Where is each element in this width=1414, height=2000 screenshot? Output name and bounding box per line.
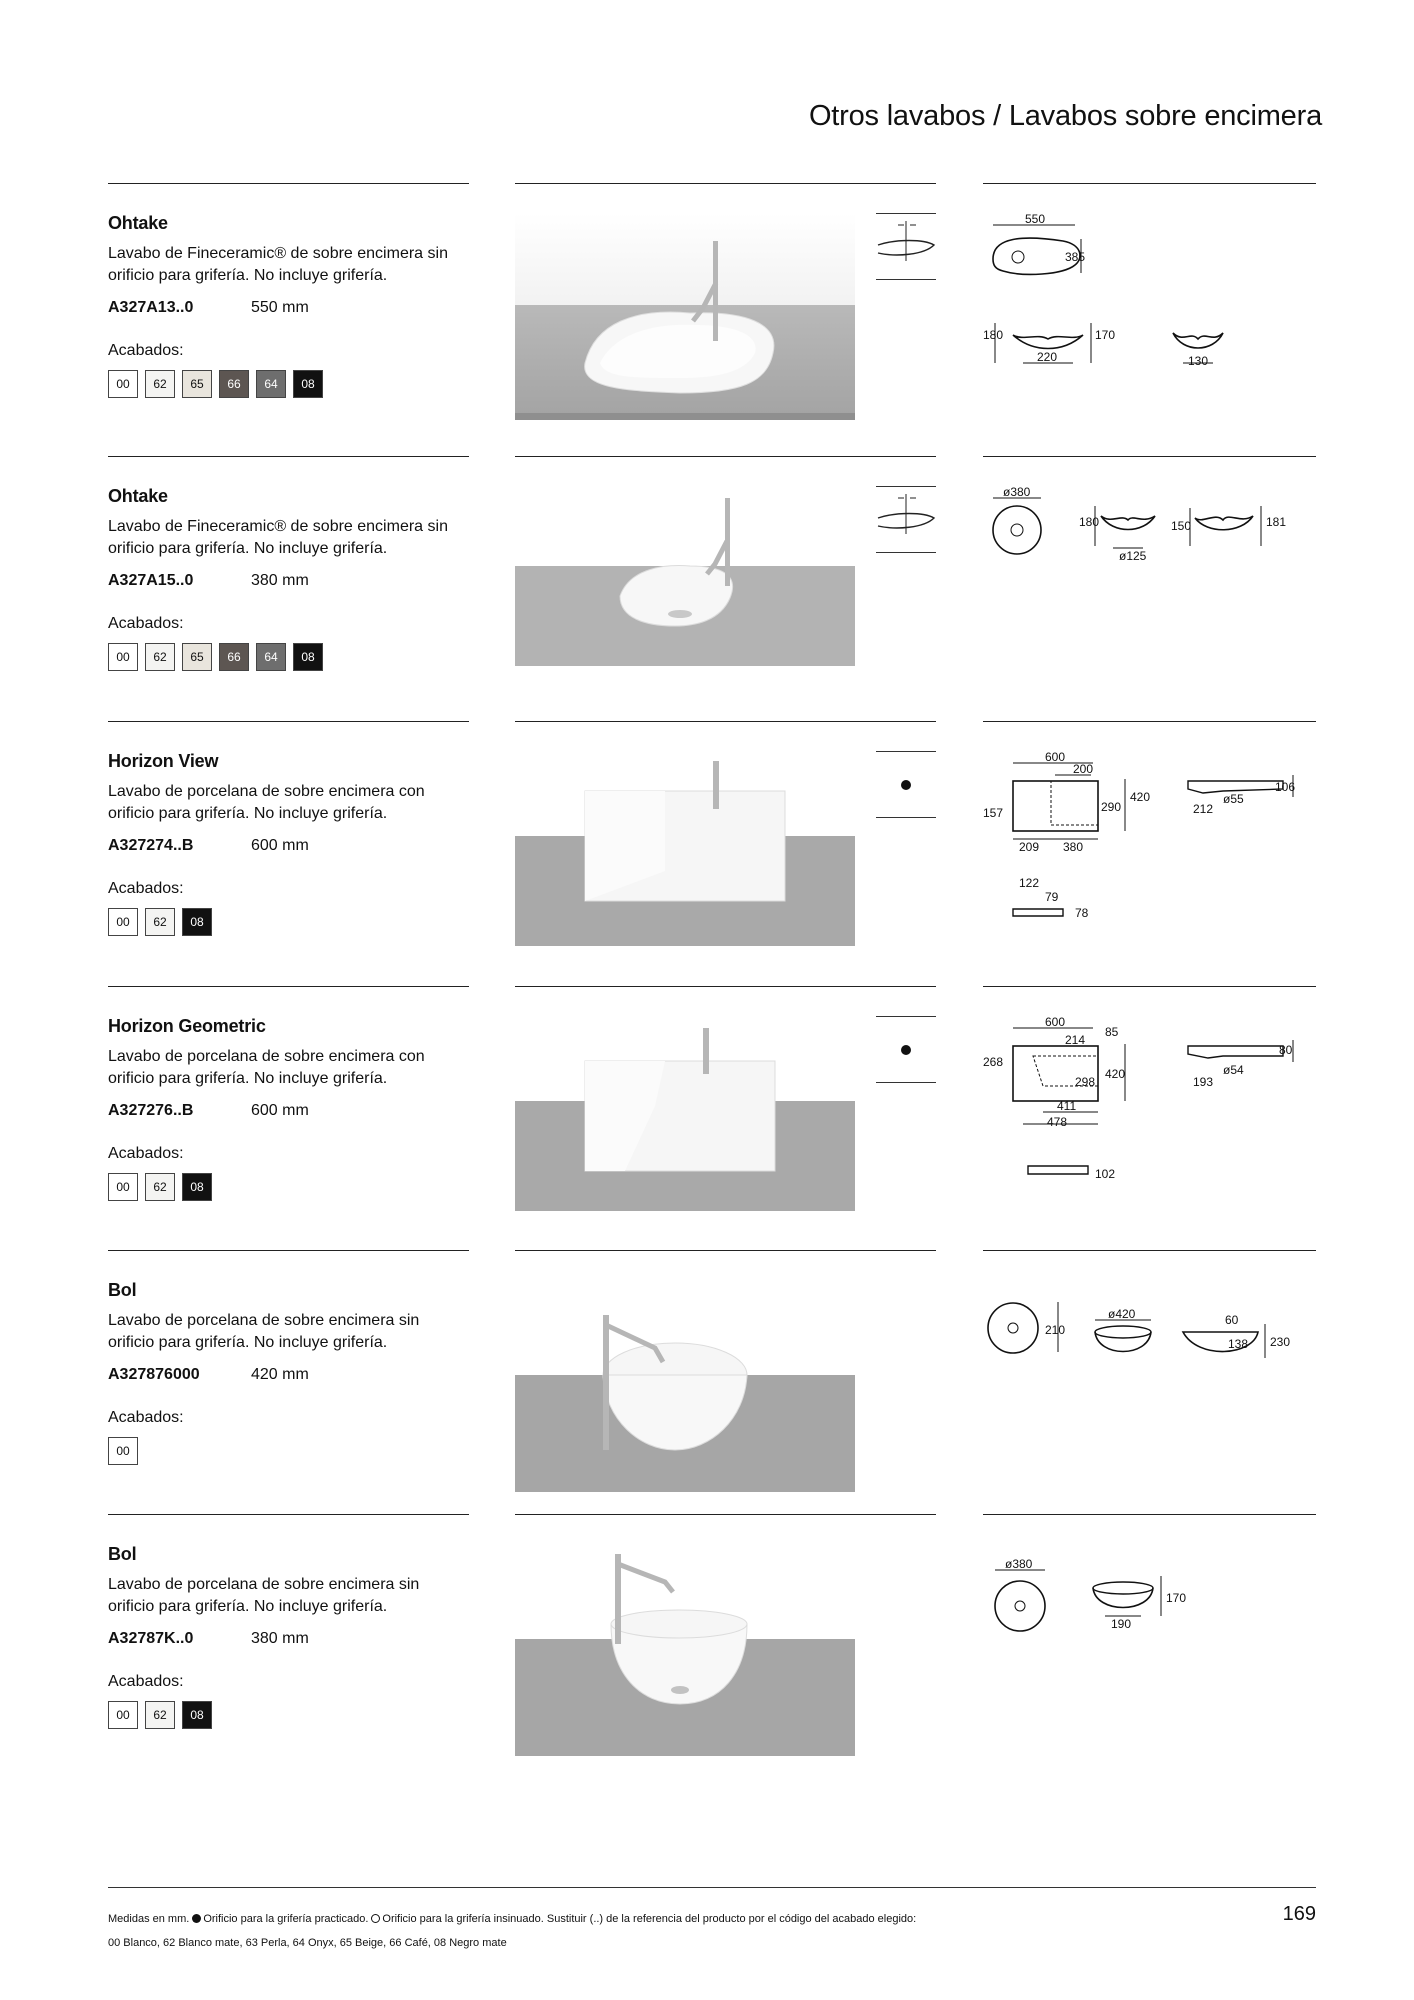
dim-bottom-b: 380 xyxy=(1063,840,1084,854)
dim-offset: 200 xyxy=(1073,762,1094,776)
finish-swatches xyxy=(108,1173,468,1201)
product-ohtake-550 xyxy=(0,183,1414,448)
product-name: Ohtake xyxy=(108,213,168,233)
divider xyxy=(983,1514,1316,1515)
finish-swatch: 62 xyxy=(145,370,175,398)
finishes-label: Acabados: xyxy=(108,1409,184,1426)
divider xyxy=(515,456,936,457)
mounting-symbol xyxy=(876,751,936,821)
dim-width: 600 xyxy=(1045,751,1066,764)
finish-swatch: 08 xyxy=(293,370,323,398)
dim-depth: 420 xyxy=(1105,1067,1126,1081)
finish-swatches xyxy=(108,1701,468,1729)
product-size: 550 mm xyxy=(251,299,309,316)
mounting-symbol xyxy=(876,213,936,283)
dim-offset: 214 xyxy=(1065,1033,1086,1047)
dim-side-height: 106 xyxy=(1275,780,1296,794)
finish-swatch: 08 xyxy=(182,1701,212,1729)
product-description: Lavabo de porcelana de sobre encimera sin orificio para grifería. No incluye grifería. xyxy=(108,1576,420,1615)
finish-swatch: 66 xyxy=(219,370,249,398)
dim-sec-b: 79 xyxy=(1045,890,1059,904)
finishes-label: Acabados: xyxy=(108,342,184,359)
finish-swatch: 64 xyxy=(256,370,286,398)
finish-swatch: 65 xyxy=(182,643,212,671)
finishes-label: Acabados: xyxy=(108,615,184,632)
technical-drawing xyxy=(983,486,1316,696)
tap-hole-dot-icon xyxy=(901,1045,911,1055)
finishes-label: Acabados: xyxy=(108,1673,184,1690)
product-name: Horizon Geometric xyxy=(108,1016,266,1036)
product-name: Bol xyxy=(108,1280,137,1300)
finish-swatch: 00 xyxy=(108,370,138,398)
finish-swatch: 08 xyxy=(182,1173,212,1201)
finish-swatch: 62 xyxy=(145,1173,175,1201)
divider xyxy=(108,456,469,457)
divider xyxy=(515,721,936,722)
dim-rim: 60 xyxy=(1225,1313,1239,1327)
dim-side-base: 130 xyxy=(1188,354,1209,368)
product-description: Lavabo de porcelana de sobre encimera con orificio para grifería. No incluye grifería. xyxy=(108,783,425,822)
dim-bottom-b: 478 xyxy=(1047,1115,1068,1129)
product-size: 420 mm xyxy=(251,1366,309,1383)
divider xyxy=(515,1514,936,1515)
finishes-label: Acabados: xyxy=(108,880,184,897)
product-code: A327276..B xyxy=(108,1102,194,1119)
product-photo xyxy=(515,751,855,946)
dim-base: 220 xyxy=(1037,350,1058,364)
technical-drawing xyxy=(983,1016,1316,1226)
dim-height-left: 180 xyxy=(983,328,1004,342)
dim-height: 230 xyxy=(1270,1335,1291,1349)
finish-swatches xyxy=(108,908,468,936)
dim-base-diameter: ø125 xyxy=(1119,549,1147,563)
finish-swatch: 64 xyxy=(256,643,286,671)
product-photo xyxy=(515,1544,855,1756)
dim-depth-inner: 290 xyxy=(1101,800,1122,814)
product-name: Horizon View xyxy=(108,751,219,771)
product-info xyxy=(108,1544,468,1729)
finish-legend: 00 Blanco, 62 Blanco mate, 63 Perla, 64 Onyx, 65 Beige, 66 Café, 08 Negro mate xyxy=(108,1937,507,1949)
divider xyxy=(108,721,469,722)
divider xyxy=(983,1250,1316,1251)
product-info xyxy=(108,1280,468,1465)
dim-side-diameter: ø54 xyxy=(1223,1063,1244,1077)
dim-left: 268 xyxy=(983,1055,1004,1069)
finish-swatch: 00 xyxy=(108,1437,138,1465)
finish-swatch: 00 xyxy=(108,1701,138,1729)
product-size: 380 mm xyxy=(251,1630,309,1647)
product-photo xyxy=(515,1280,855,1492)
dim-radius: 210 xyxy=(1045,1323,1066,1337)
divider xyxy=(515,1250,936,1251)
product-code: A327274..B xyxy=(108,837,194,854)
divider xyxy=(108,986,469,987)
product-description: Lavabo de Fineceramic® de sobre encimera sin orificio para grifería. No incluye grifería. xyxy=(108,245,448,284)
dim-bottom-a: 411 xyxy=(1057,1099,1077,1113)
footnote xyxy=(108,1907,916,1955)
finish-swatch: 08 xyxy=(293,643,323,671)
dim-bottom-a: 209 xyxy=(1019,840,1040,854)
divider xyxy=(983,183,1316,184)
dim-height-a: 180 xyxy=(1079,515,1100,529)
technical-drawing xyxy=(983,1280,1316,1490)
product-size: 380 mm xyxy=(251,572,309,589)
product-code: A32787K..0 xyxy=(108,1630,194,1647)
product-info xyxy=(108,1016,468,1201)
finish-swatch: 00 xyxy=(108,908,138,936)
finish-swatch: 62 xyxy=(145,908,175,936)
page-title: Otros lavabos / Lavabos sobre encimera xyxy=(808,100,1322,132)
technical-drawing xyxy=(983,751,1316,961)
dim-depth-inner: 298 xyxy=(1075,1075,1096,1089)
product-horizon-view xyxy=(0,721,1414,986)
finish-swatches xyxy=(108,643,468,671)
dim-sec-a: 122 xyxy=(1019,876,1040,890)
product-description: Lavabo de porcelana de sobre encimera con orificio para grifería. No incluye grifería. xyxy=(108,1048,425,1087)
tap-hole-dot-icon xyxy=(901,780,911,790)
product-bol-420 xyxy=(0,1250,1414,1515)
divider xyxy=(515,183,936,184)
product-photo xyxy=(515,1016,855,1211)
divider xyxy=(983,721,1316,722)
finish-swatch: 08 xyxy=(182,908,212,936)
dim-height-c: 181 xyxy=(1266,515,1287,529)
page-number: 169 xyxy=(1282,1903,1316,1925)
dim-side-diameter: ø55 xyxy=(1223,792,1244,806)
dim-tap: 85 xyxy=(1105,1025,1119,1039)
finish-swatches xyxy=(108,370,468,398)
divider xyxy=(108,1250,469,1251)
product-size: 600 mm xyxy=(251,1102,309,1119)
dim-height-right: 170 xyxy=(1095,328,1116,342)
product-photo xyxy=(515,486,855,666)
divider xyxy=(515,986,936,987)
divider xyxy=(983,986,1316,987)
dim-width: 600 xyxy=(1045,1016,1066,1029)
technical-drawing xyxy=(983,213,1316,423)
product-description: Lavabo de Fineceramic® de sobre encimera sin orificio para grifería. No incluye grifería. xyxy=(108,518,448,557)
finishes-label: Acabados: xyxy=(108,1145,184,1162)
dim-base: 138 xyxy=(1228,1337,1249,1351)
finish-swatch: 00 xyxy=(108,643,138,671)
finish-swatch: 62 xyxy=(145,643,175,671)
dim-depth: 420 xyxy=(1130,790,1151,804)
product-info xyxy=(108,213,468,398)
mounting-symbol xyxy=(876,1016,936,1086)
dim-diameter: ø380 xyxy=(1005,1557,1033,1571)
product-name: Bol xyxy=(108,1544,137,1564)
divider xyxy=(108,183,469,184)
footnote-hole-practiced: Orificio para la grifería practicado. xyxy=(203,1913,369,1925)
filled-dot-icon xyxy=(192,1914,201,1923)
dim-diameter: ø420 xyxy=(1108,1307,1136,1321)
divider xyxy=(108,1514,469,1515)
product-name: Ohtake xyxy=(108,486,168,506)
dim-side-height: 80 xyxy=(1279,1043,1293,1057)
finish-swatch: 66 xyxy=(219,643,249,671)
dim-base: 190 xyxy=(1111,1617,1132,1631)
dim-front-height: 102 xyxy=(1095,1167,1116,1181)
product-code: A327A13..0 xyxy=(108,299,194,316)
mounting-symbol xyxy=(876,486,936,556)
dim-height-b: 150 xyxy=(1171,519,1192,533)
dim-height: 170 xyxy=(1166,1591,1187,1605)
footnote-units: Medidas en mm. xyxy=(108,1913,190,1925)
product-description: Lavabo de porcelana de sobre encimera sin orificio para grifería. No incluye grifería. xyxy=(108,1312,420,1351)
finish-swatch: 62 xyxy=(145,1701,175,1729)
product-size: 600 mm xyxy=(251,837,309,854)
product-horizon-geometric xyxy=(0,986,1414,1251)
dim-side-a: 212 xyxy=(1193,802,1214,816)
dim-sec-c: 78 xyxy=(1075,906,1089,920)
divider xyxy=(983,456,1316,457)
dim-top-width: 550 xyxy=(1025,213,1046,226)
product-info xyxy=(108,486,468,671)
hollow-dot-icon xyxy=(371,1914,380,1923)
dim-top-depth: 385 xyxy=(1065,250,1086,264)
footnote-hole-suggested: Orificio para la grifería insinuado. Sustituir (..) de la referencia del producto por el código del acabado elegido: xyxy=(382,1913,917,1925)
product-code: A327A15..0 xyxy=(108,572,194,589)
dim-left: 157 xyxy=(983,806,1004,820)
product-info xyxy=(108,751,468,936)
product-ohtake-380 xyxy=(0,456,1414,721)
finish-swatches xyxy=(108,1437,468,1465)
finish-swatch: 00 xyxy=(108,1173,138,1201)
product-photo xyxy=(515,213,855,420)
dim-diameter: ø380 xyxy=(1003,486,1031,499)
technical-drawing xyxy=(983,1544,1316,1754)
dim-side-a: 193 xyxy=(1193,1075,1214,1089)
product-code: A327876000 xyxy=(108,1366,200,1383)
footer-divider xyxy=(108,1887,1316,1888)
finish-swatch: 65 xyxy=(182,370,212,398)
product-bol-380 xyxy=(0,1514,1414,1779)
